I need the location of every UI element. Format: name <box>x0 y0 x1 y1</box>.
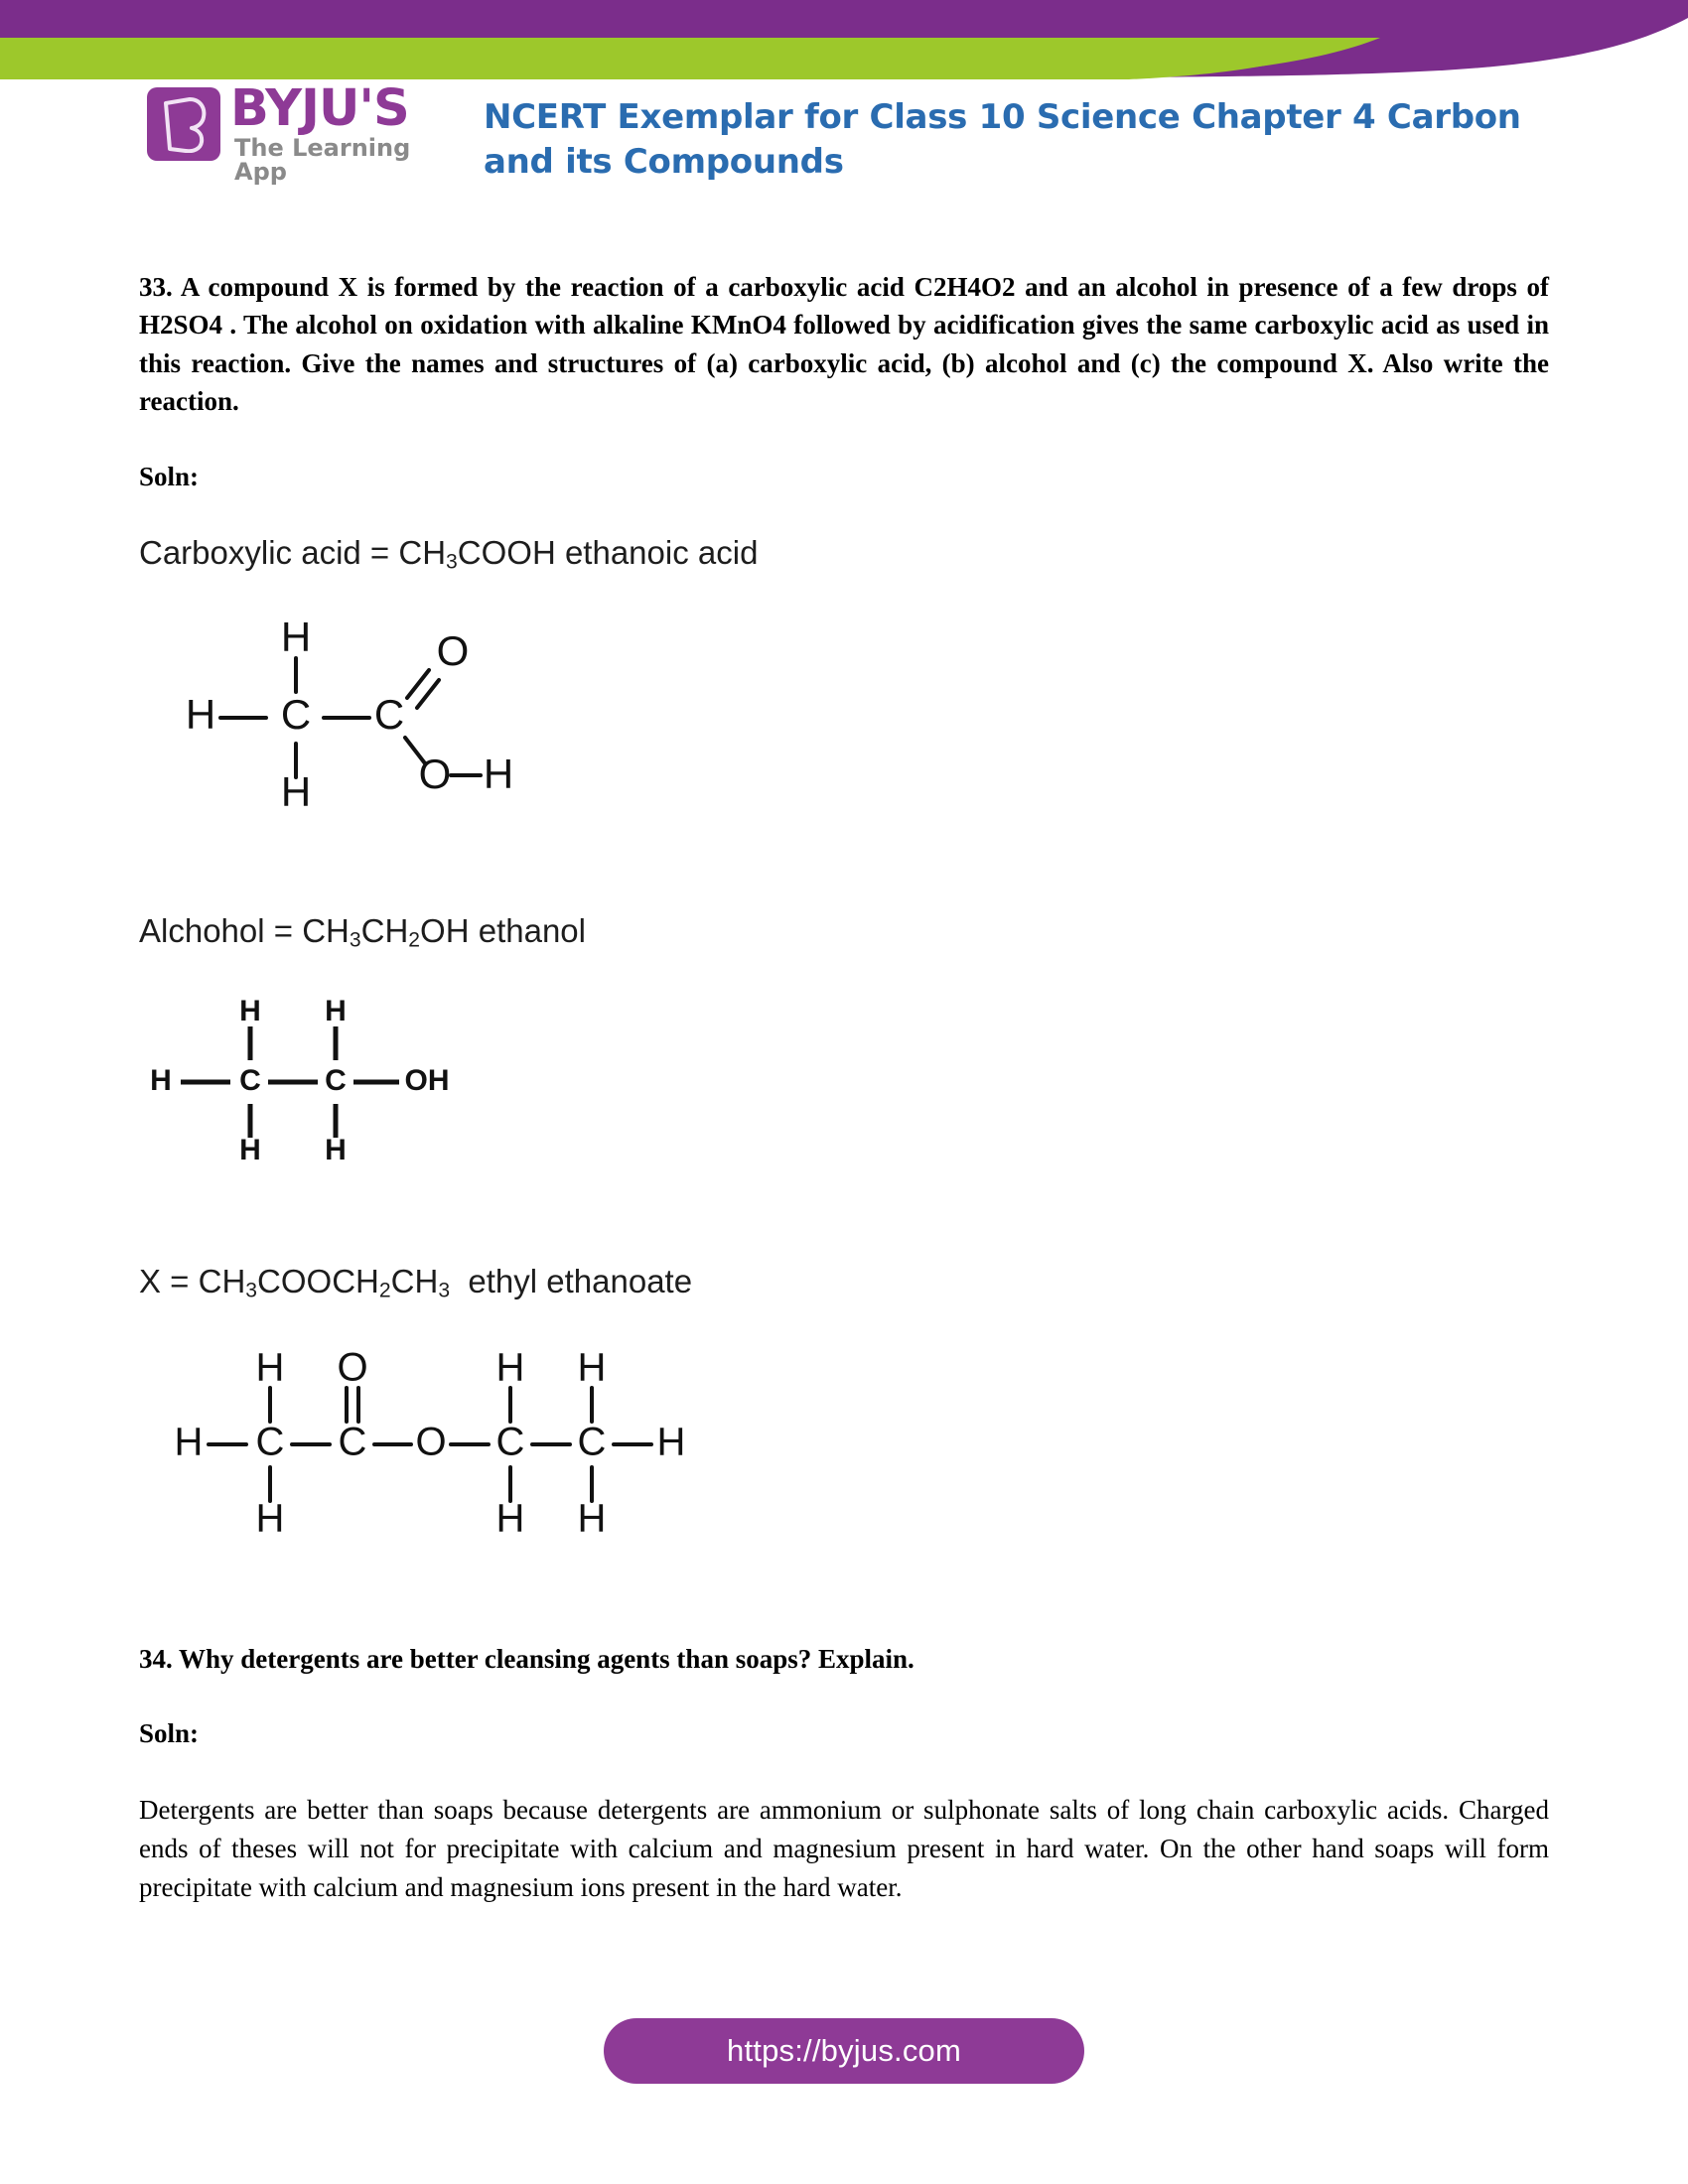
atom-h-left: H <box>174 1420 204 1464</box>
atom-c4: C <box>577 1420 607 1464</box>
atom-o-double: O <box>436 627 470 675</box>
ethyl-ethanoate-structure <box>167 1340 1549 1549</box>
question-34-soln-label: Soln: <box>139 1717 200 1748</box>
atom-h-bottom-1: H <box>255 1496 285 1541</box>
atom-h-top: H <box>280 614 312 661</box>
carboxylic-acid-formula-sub: 3 <box>446 550 458 574</box>
ethanol-structure <box>139 993 1549 1171</box>
atom-h-bottom-right: H <box>325 1133 347 1166</box>
ethanoic-acid-svg <box>139 613 556 821</box>
atom-h-top-right: H <box>325 994 347 1027</box>
atom-h-left: H <box>150 1063 172 1097</box>
compound-x-label: X = <box>139 1262 199 1299</box>
atom-h-top-4: H <box>577 1345 607 1390</box>
atom-c2: C <box>373 691 405 739</box>
atom-h-bottom: H <box>280 768 312 816</box>
header-decoration <box>0 0 1688 79</box>
alcohol-label: Alchohol = <box>139 911 303 949</box>
ethanoic-acid-structure <box>139 613 1549 821</box>
atom-h-right: H <box>656 1420 683 1464</box>
atom-h-hydroxyl: H <box>483 751 514 798</box>
atom-c1: C <box>255 1420 285 1464</box>
atom-o-hydroxyl: O <box>418 751 452 798</box>
atom-o-ester: O <box>415 1420 447 1464</box>
atom-c1: C <box>280 691 312 739</box>
compound-x-formula: $CH_3COOCH_2CH_3$ ethyl ethanoate <box>198 1262 693 1302</box>
carboxylic-acid-label: Carboxylic acid = <box>139 534 399 572</box>
carboxylic-acid-formula-post: COOH ethanoic acid <box>457 534 759 572</box>
green-band-lower <box>0 48 1331 79</box>
byjus-wordmark: BYJU'S <box>230 79 409 138</box>
byjus-b-icon <box>160 97 208 153</box>
alcohol-equation <box>139 912 1549 953</box>
page-title: NCERT Exemplar for Class 10 Science Chapter 4 Carbon and its Compounds <box>484 97 1521 182</box>
ethyl-ethanoate-svg <box>167 1340 683 1549</box>
atom-h-top-3: H <box>495 1345 525 1390</box>
document-content <box>139 268 1549 1907</box>
atom-o-double: O <box>337 1345 368 1390</box>
byjus-logo <box>147 79 445 193</box>
atom-h-bottom-3: H <box>495 1496 525 1541</box>
atom-h-top-1: H <box>255 1345 285 1390</box>
atom-h-bottom-left: H <box>239 1133 261 1166</box>
alcohol-formula: $CH_3CH_2OH$ ethanol <box>302 911 586 952</box>
atom-c1: C <box>239 1063 261 1097</box>
atom-oh: OH <box>404 1063 450 1097</box>
ethanol-svg <box>139 993 536 1171</box>
byjus-url-button[interactable] <box>604 2018 1084 2084</box>
atom-h-top-left: H <box>239 994 261 1027</box>
atom-h-bottom-4: H <box>577 1496 607 1541</box>
question-34-text: 34. Why detergents are better cleansing agents than soaps? Explain. <box>139 1644 914 1675</box>
carboxylic-acid-equation <box>139 534 1549 575</box>
header-band-svg <box>0 0 1688 79</box>
atom-c3: C <box>495 1420 525 1464</box>
question-33-text: 33. A compound X is formed by the reaction of a carboxylic acid C2H4O2 and an alcohol in presence of a few drops of H2SO4 . The alcohol on oxidation with alkaline KMnO4 followed by acidification gives the same carboxylic acid as used in this reaction. Give the names and structures of (a) carboxylic acid, (b) alcohol and (c) the compound X. Also write the reaction. <box>139 272 1549 416</box>
carboxylic-acid-formula-pre: CH <box>398 534 447 572</box>
byjus-logo-mark <box>147 87 220 161</box>
compound-x-equation <box>139 1263 1549 1303</box>
byjus-tagline: The Learning App <box>234 134 411 186</box>
atom-h-left: H <box>185 691 216 739</box>
question-33-soln-label: Soln: <box>139 462 200 492</box>
atom-c2: C <box>325 1063 347 1097</box>
question-34-answer: Detergents are better than soaps because detergents are ammonium or sulphonate salts of long chain carboxylic acids. Charged ends of theses will not for precipitate with calcium and magnesium present in hard water. On the other hand soaps will form precipitate with calcium and magnesium ions present in the hard water. <box>139 1794 1549 1902</box>
atom-c2: C <box>338 1420 367 1464</box>
byjus-url-text: https://byjus.com <box>727 2033 961 2068</box>
